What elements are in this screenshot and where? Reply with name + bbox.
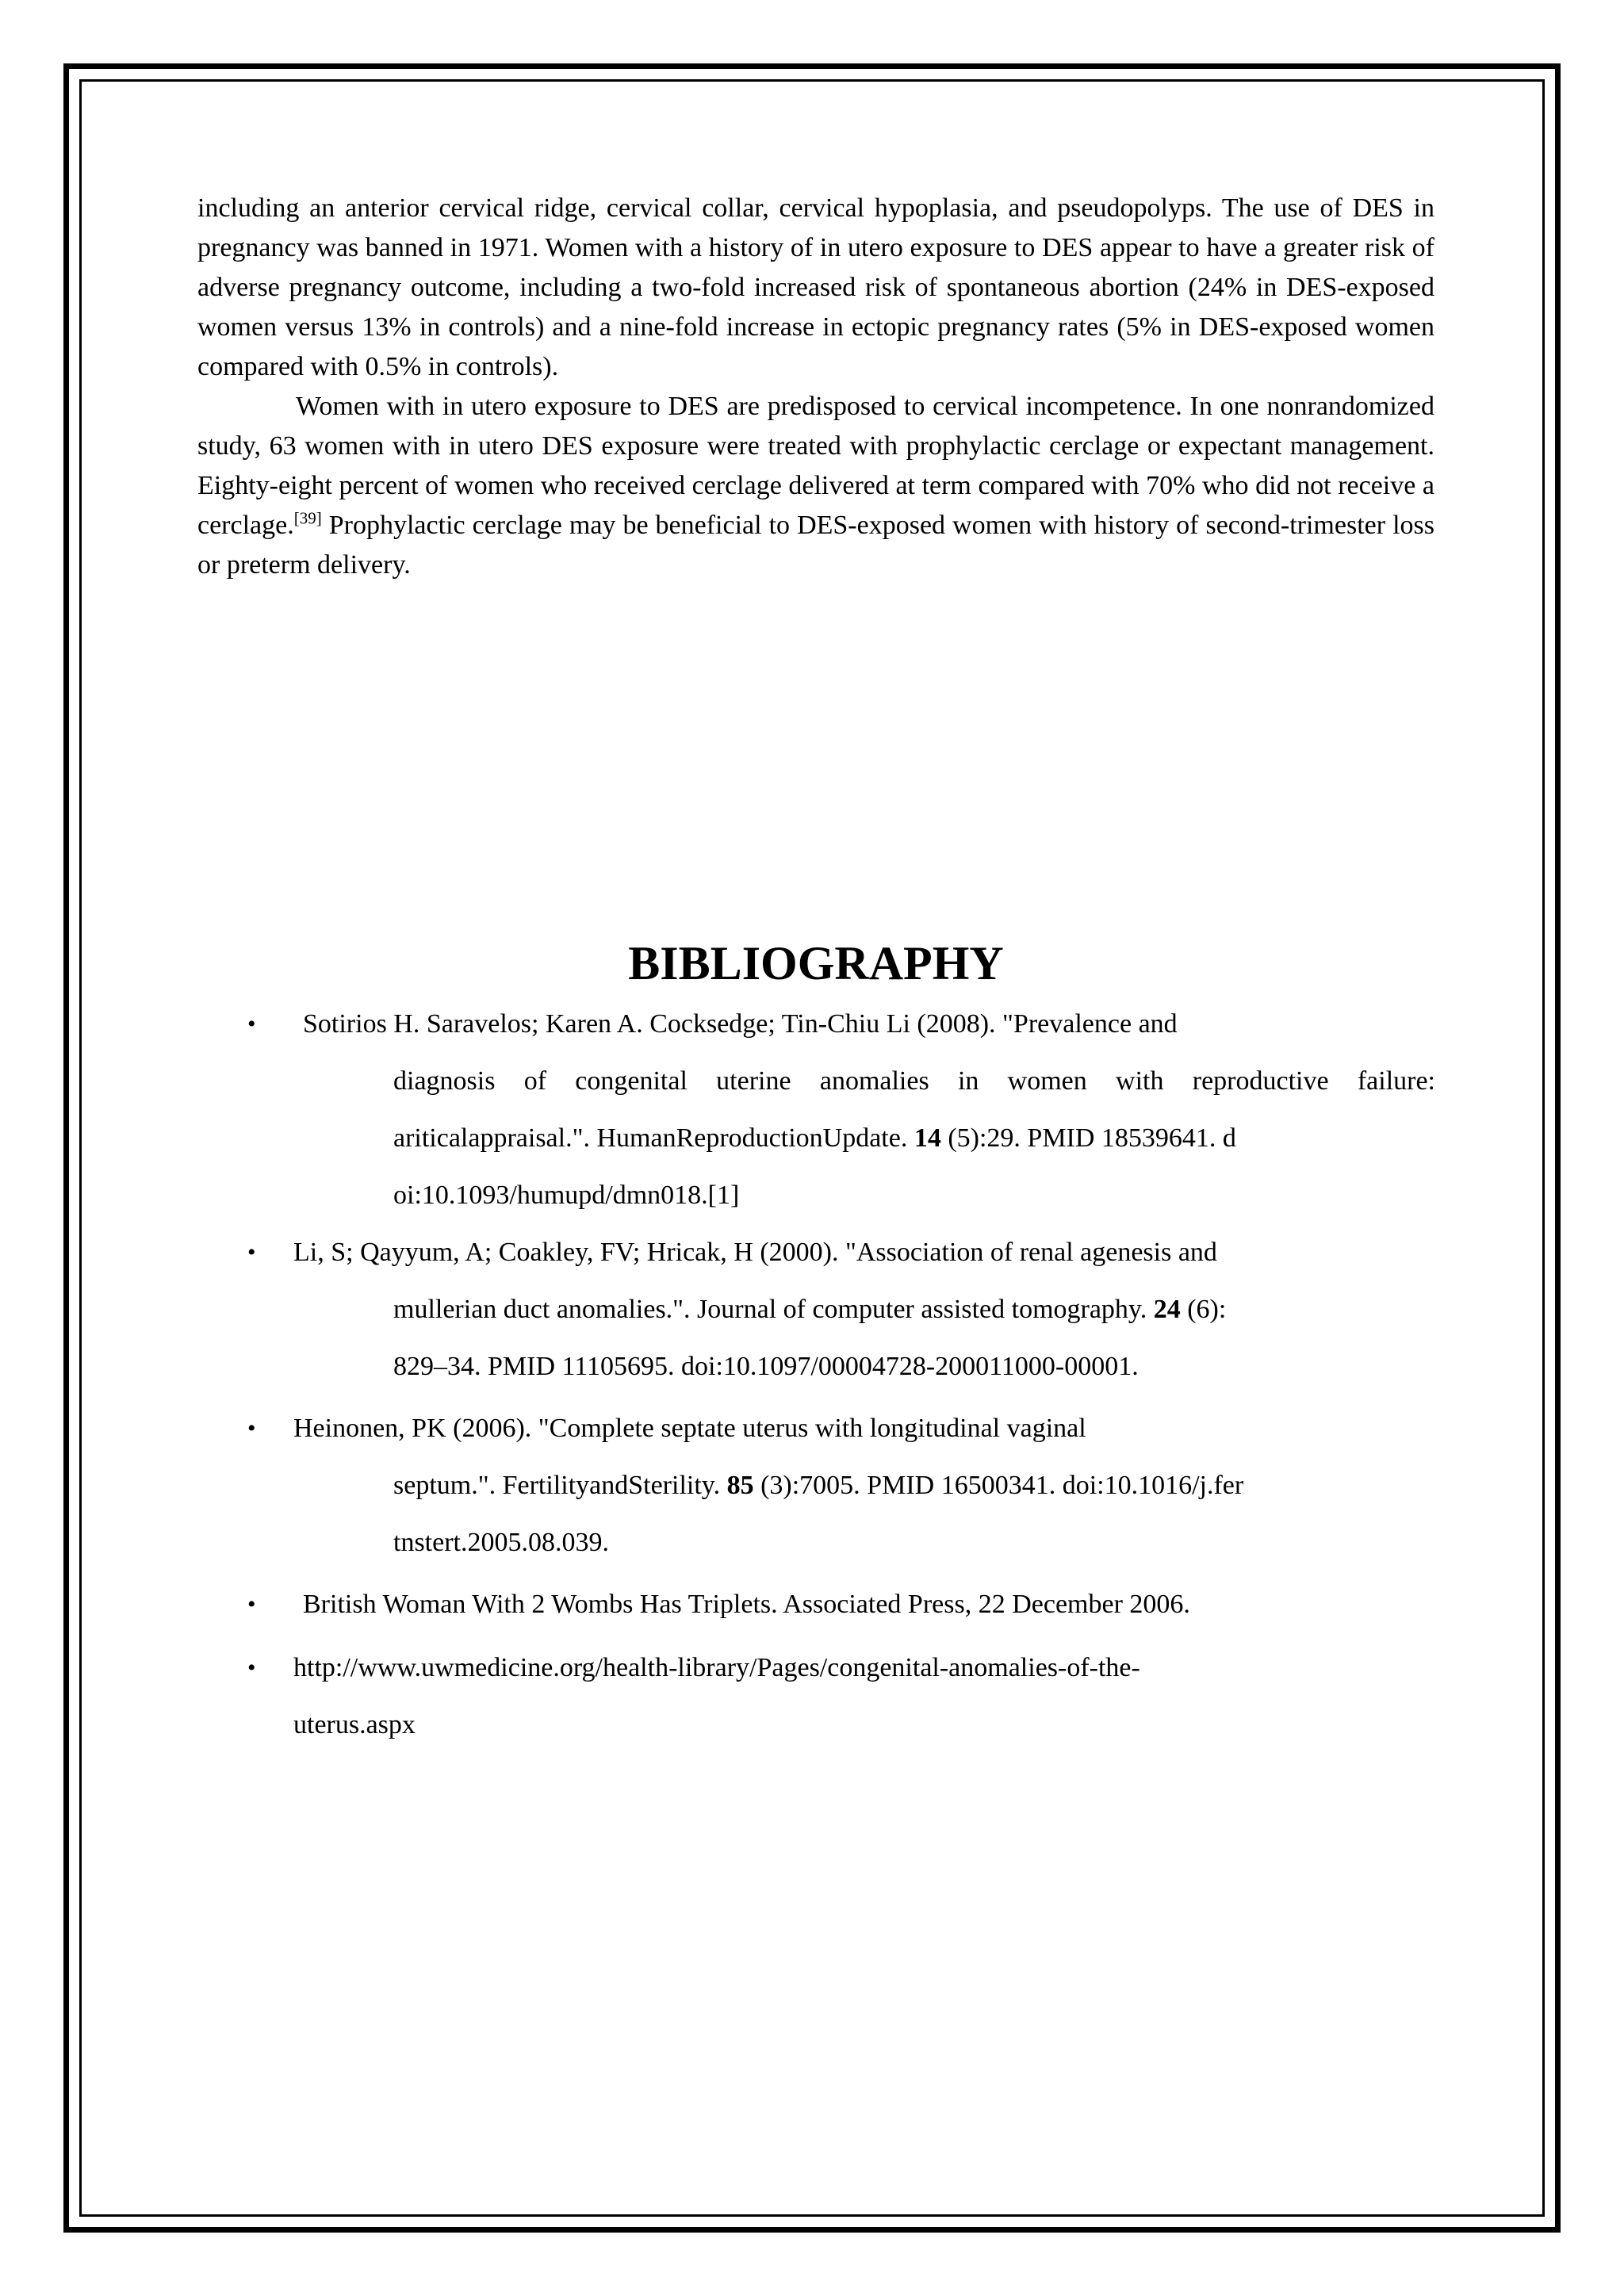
reference-line: 829–34. PMID 11105695. doi:10.1097/00004728-200011000-00001.	[393, 1352, 1139, 1381]
reference-line	[293, 1110, 1435, 1167]
reference-text-segment: (3):7005. PMID 16500341. doi:10.1016/j.fer	[753, 1471, 1244, 1500]
reference-link[interactable]: uterus.aspx	[293, 1710, 416, 1739]
reference-volume: 24	[1153, 1295, 1181, 1324]
reference-line: Sotirios H. Saravelos; Karen A. Cocksedge; Tin-Chiu Li (2008). "Prevalence and	[303, 1009, 1178, 1039]
reference-line: diagnosis of congenital uterine anomalies in women with reproductive failure:	[393, 1066, 1435, 1096]
bullet-icon: •	[247, 1591, 256, 1617]
reference-text	[293, 1224, 1435, 1395]
reference-line	[293, 1281, 1435, 1338]
reference-line: Heinonen, PK (2006). "Complete septate uterus with longitudinal vaginal	[293, 1414, 1086, 1443]
reference-line: British Woman With 2 Wombs Has Triplets. Associated Press, 22 December 2006.	[303, 1590, 1190, 1619]
reference-volume: 85	[726, 1471, 754, 1500]
reference-line	[293, 1457, 1435, 1514]
bullet-icon: •	[247, 1011, 256, 1037]
bullet-icon: •	[247, 1655, 256, 1681]
bullet-icon: •	[247, 1415, 256, 1441]
reference-text	[293, 1400, 1435, 1571]
reference-text-segment: mullerian duct anomalies.". Journal of computer assisted tomography.	[393, 1295, 1154, 1324]
reference-link[interactable]: http://www.uwmedicine.org/health-library/Pages/congenital-anomalies-of-the-	[293, 1653, 1140, 1682]
paragraph-cervical-incompetence	[197, 387, 1434, 585]
paragraph-des-risks: including an anterior cervical ridge, cervical collar, cervical hypoplasia, and pseudopolyps. The use of DES in pregnancy was banned in 1971. Women with a history of in utero exposure to DES appear to have a greater risk of adverse pregnancy outcome, including a two-fold increased risk of spontaneous abortion (24% in DES-exposed women versus 13% in controls) and a nine-fold increase in ectopic pregnancy rates (5% in DES-exposed women compared with 0.5% in controls).	[197, 193, 1434, 381]
reference-text-segment: ariticalappraisal.". HumanReproductionUpdate.	[393, 1123, 914, 1153]
paragraph-text: Prophylactic cerclage may be beneficial to DES-exposed women with history of second-trimester loss or preterm delivery.	[197, 511, 1434, 580]
reference-line: oi:10.1093/humupd/dmn018.[1]	[393, 1181, 740, 1210]
reference-text-segment: septum.". FertilityandSterility.	[393, 1471, 727, 1500]
body-text	[197, 189, 1434, 585]
reference-line: Li, S; Qayyum, A; Coakley, FV; Hricak, H (2000). "Association of renal agenesis and	[293, 1238, 1217, 1267]
bibliography-heading: BIBLIOGRAPHY	[628, 937, 1004, 989]
bullet-icon: •	[247, 1239, 256, 1265]
reference-text-segment: (5):29. PMID 18539641. d	[940, 1123, 1236, 1153]
paragraph-text: Women with in utero exposure to DES are predisposed to cervical incompetence. In one nonrandomized study, 63 women with in utero DES exposure were treated with prophylactic cerclage or expectant management. Eighty-eight percent of women who received cerclage delivered at term compared with 70% who did not receive a cerclage.	[197, 392, 1434, 540]
reference-text	[293, 1640, 1435, 1754]
reference-text-segment: (6):	[1180, 1295, 1227, 1324]
reference-text	[293, 1576, 1435, 1633]
citation-ref: [39]	[293, 508, 322, 528]
reference-volume: 14	[914, 1123, 941, 1153]
reference-line: tnstert.2005.08.039.	[393, 1528, 609, 1557]
reference-text	[293, 996, 1435, 1224]
